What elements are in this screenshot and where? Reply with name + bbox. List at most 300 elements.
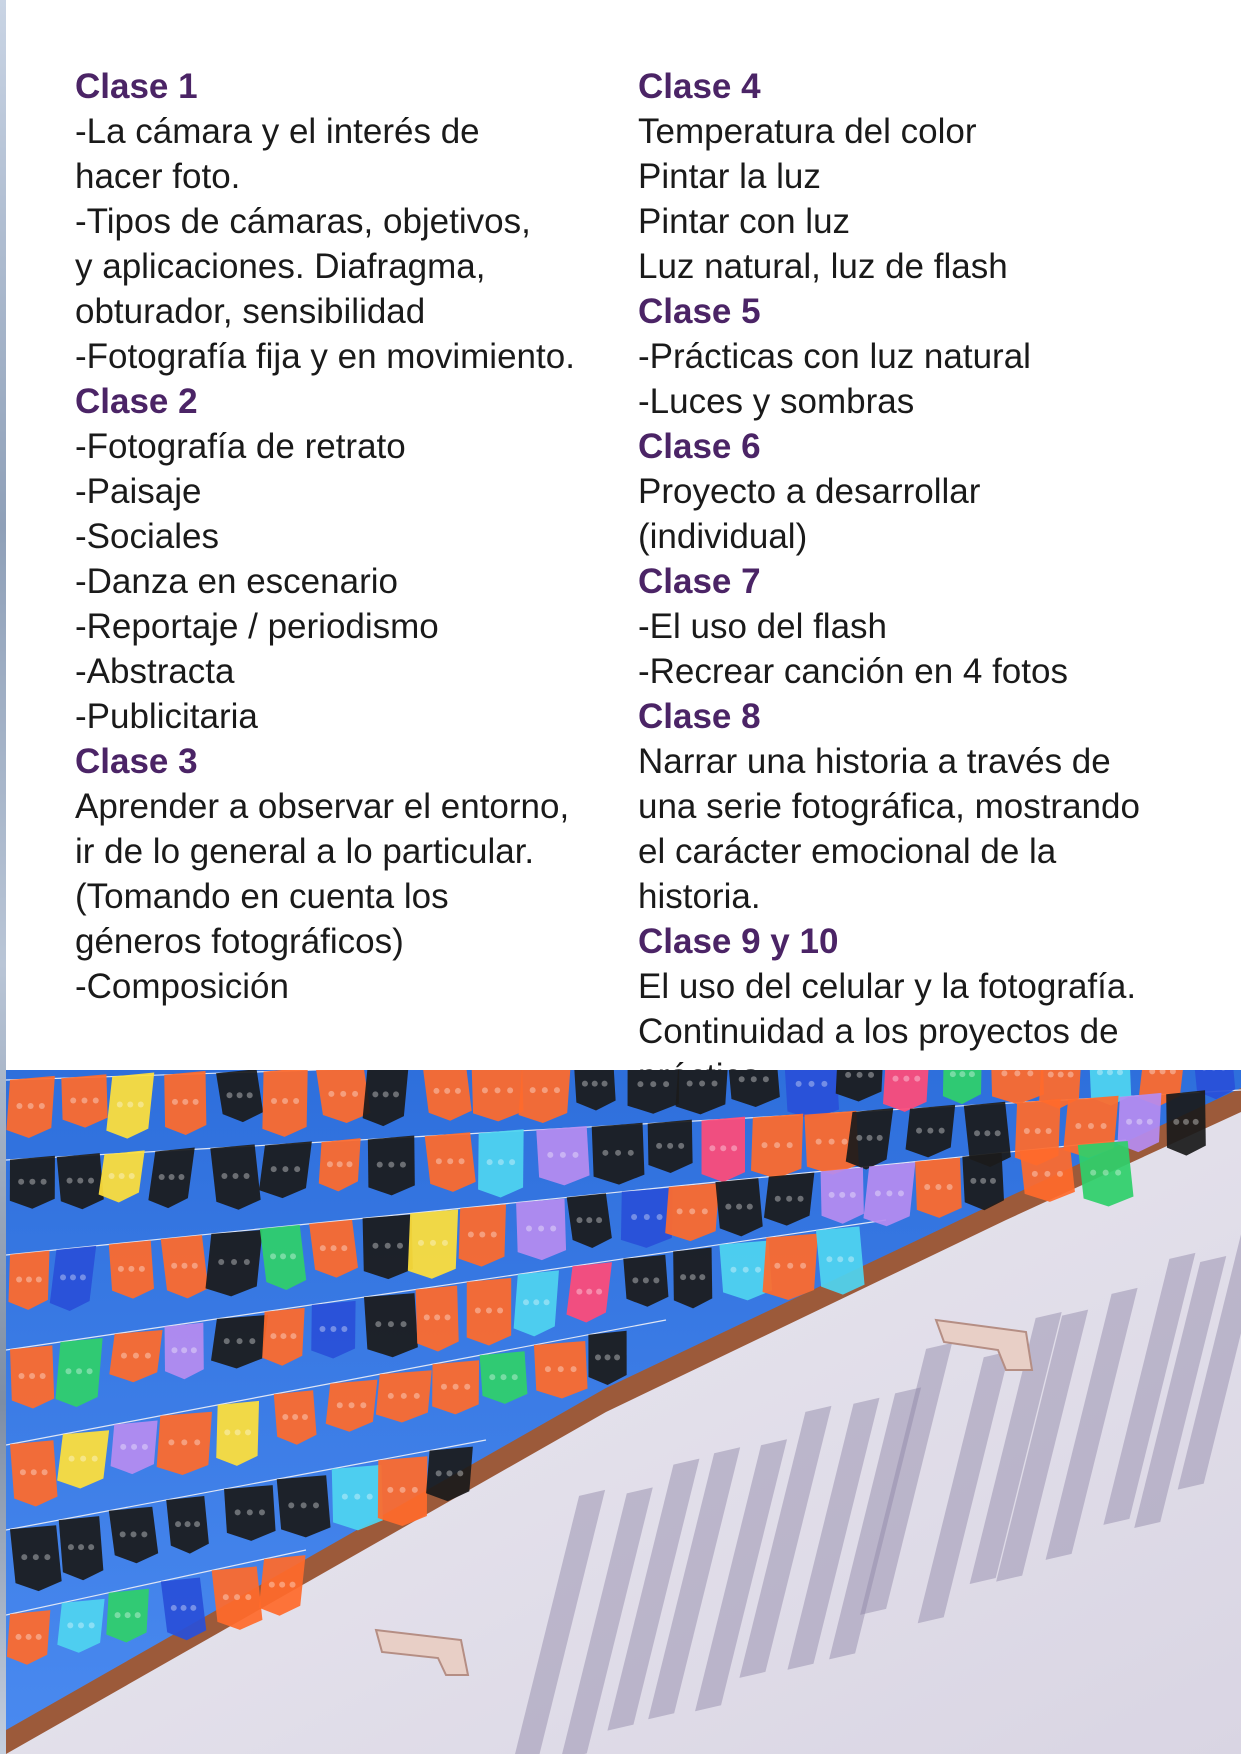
right-text-line: una serie fotográfica, mostrando	[638, 787, 1140, 826]
flag-cutout	[446, 1470, 452, 1476]
flag-cutout	[29, 1373, 35, 1379]
flag-cutout	[430, 1240, 436, 1246]
flag-cutout	[867, 1135, 873, 1141]
flag-cutout	[558, 1366, 564, 1372]
papel-picado-flag	[423, 1070, 472, 1121]
flag-cutout	[893, 1076, 899, 1082]
flag-cutout	[354, 1494, 360, 1500]
flag-cutout	[614, 1354, 620, 1360]
flag-cutout	[20, 1469, 26, 1475]
flag-cutout	[526, 1225, 532, 1231]
flag-cutout	[60, 1274, 66, 1280]
flag-cutout	[69, 1456, 75, 1462]
flag-cutout	[1046, 1128, 1052, 1134]
flag-cutout	[235, 1429, 241, 1435]
flag-cutout	[595, 1354, 601, 1360]
right-class-heading: Clase 6	[638, 427, 761, 466]
flag-cutout	[468, 1232, 474, 1238]
flag-cutout	[131, 1444, 137, 1450]
flag-cutout	[39, 1103, 45, 1109]
flag-cutout	[337, 1161, 343, 1167]
flag-cutout	[372, 1243, 378, 1249]
flag-cutout	[935, 1184, 941, 1190]
flag-cutout	[550, 1225, 556, 1231]
flag-cutout	[76, 1368, 82, 1374]
flag-cutout	[699, 1274, 705, 1280]
flag-cutout	[232, 1173, 238, 1179]
flag-cutout	[194, 1439, 200, 1445]
flag-cutout	[441, 1384, 447, 1390]
flag-cutout	[927, 1128, 933, 1134]
flag-cutout	[168, 1439, 174, 1445]
flag-cutout	[709, 1145, 715, 1151]
flag-cutout	[1014, 1070, 1020, 1076]
flag-cutout	[67, 1622, 73, 1628]
flag-cutout	[80, 1456, 86, 1462]
flag-cutout	[1057, 1171, 1063, 1177]
flag-cutout	[447, 1158, 453, 1164]
flag-cutout	[1126, 1119, 1132, 1125]
flag-cutout	[1048, 1071, 1054, 1077]
flag-cutout	[530, 1087, 536, 1093]
right-text-line: Pintar la luz	[638, 157, 821, 196]
flag-cutout	[131, 1531, 137, 1537]
flag-cutout	[424, 1314, 430, 1320]
flag-cutout	[787, 1142, 793, 1148]
flag-cutout	[667, 1143, 673, 1149]
flag-cutout	[231, 1259, 237, 1265]
right-text-line: Proyecto a desarrollar	[638, 472, 981, 511]
left-text-line: -La cámara y el interés de	[75, 112, 480, 151]
flag-cutout	[26, 1276, 32, 1282]
flag-cutout	[271, 1166, 277, 1172]
flag-cutout	[990, 1178, 996, 1184]
flag-cutout	[969, 1071, 975, 1077]
right-column	[638, 64, 1198, 1099]
flag-cutout	[787, 1263, 793, 1269]
flag-cutout	[372, 1091, 378, 1097]
flag-cutout	[950, 1071, 956, 1077]
flag-cutout	[412, 1487, 418, 1493]
left-text-line: obturador, sensibilidad	[75, 292, 426, 331]
flag-cutout	[725, 1204, 731, 1210]
flag-cutout	[81, 1097, 87, 1103]
right-class-heading: Clase 7	[638, 562, 761, 601]
flag-cutout	[631, 1214, 637, 1220]
flag-cutout	[657, 1214, 663, 1220]
flag-cutout	[135, 1612, 141, 1618]
flag-cutout	[464, 1384, 470, 1390]
flag-cutout	[1183, 1119, 1189, 1125]
flag-cutout	[856, 1135, 862, 1141]
flag-cutout	[501, 1374, 507, 1380]
flag-cutout	[349, 1402, 355, 1408]
flag-cutout	[916, 1128, 922, 1134]
flag-cutout	[786, 1196, 792, 1202]
flag-cutout	[1101, 1123, 1107, 1129]
right-class-heading: Clase 5	[638, 292, 761, 331]
flag-cutout	[141, 1531, 147, 1537]
flag-cutout	[128, 1266, 134, 1272]
left-text-line: -Publicitaria	[75, 697, 258, 736]
right-class-heading: Clase 9 y 10	[638, 922, 839, 961]
flag-cutout	[383, 1091, 389, 1097]
left-text-line: géneros fotográficos)	[75, 922, 404, 961]
flag-cutout	[586, 1217, 592, 1223]
flag-cutout	[342, 1494, 348, 1500]
flag-cutout	[282, 1166, 288, 1172]
flag-cutout	[418, 1240, 424, 1246]
flag-cutout	[442, 1240, 448, 1246]
flag-cutout	[436, 1470, 442, 1476]
flag-cutout	[171, 1263, 177, 1269]
flag-cutout	[839, 1192, 845, 1198]
flag-cutout	[821, 1081, 827, 1087]
flag-cutout	[751, 1076, 757, 1082]
left-class-heading: Clase 2	[75, 382, 198, 421]
left-class-heading: Clase 3	[75, 742, 198, 781]
flag-cutout	[159, 1174, 165, 1180]
flag-cutout	[93, 1097, 99, 1103]
flag-cutout	[375, 1321, 381, 1327]
flag-cutout	[346, 1161, 352, 1167]
flag-cutout	[125, 1612, 131, 1618]
flag-cutout	[120, 1531, 126, 1537]
flag-cutout	[279, 1582, 285, 1588]
flag-cutout	[245, 1594, 251, 1600]
right-text-line: Luz natural, luz de flash	[638, 247, 1008, 286]
flag-cutout	[388, 1393, 394, 1399]
left-text-line: -Sociales	[75, 517, 219, 556]
flag-cutout	[118, 1266, 124, 1272]
flag-cutout	[1075, 1123, 1081, 1129]
flag-cutout	[643, 1277, 649, 1283]
flag-cutout	[352, 1091, 358, 1097]
flag-cutout	[947, 1184, 953, 1190]
flag-cutout	[280, 1333, 286, 1339]
flag-cutout	[290, 1333, 296, 1339]
flag-cutout	[1044, 1171, 1050, 1177]
flag-cutout	[974, 1130, 980, 1136]
flag-cutout	[1115, 1170, 1121, 1176]
flag-cutout	[313, 1502, 319, 1508]
flag-cutout	[129, 1173, 135, 1179]
flag-cutout	[41, 1179, 47, 1185]
flag-cutout	[445, 1314, 451, 1320]
flag-cutout	[1088, 1123, 1094, 1129]
flag-cutout	[747, 1204, 753, 1210]
flag-cutout	[877, 1135, 883, 1141]
flag-cutout	[482, 1087, 488, 1093]
flag-cutout	[755, 1267, 761, 1273]
flag-cutout	[388, 1321, 394, 1327]
flag-cutout	[731, 1145, 737, 1151]
flag-cutout	[182, 1099, 188, 1105]
flag-cutout	[70, 1274, 76, 1280]
flag-cutout	[497, 1308, 503, 1314]
flag-cutout	[596, 1217, 602, 1223]
flag-cutout	[397, 1243, 403, 1249]
flag-cutout	[1024, 1128, 1030, 1134]
papel-picado-photo	[6, 1070, 1241, 1754]
flag-cutout	[89, 1622, 95, 1628]
flag-cutout	[596, 1289, 602, 1295]
flag-cutout	[191, 1347, 197, 1353]
flag-cutout	[133, 1353, 139, 1359]
flag-cutout	[554, 1087, 560, 1093]
flag-cutout	[736, 1204, 742, 1210]
flag-cutout	[730, 1267, 736, 1273]
flag-cutout	[16, 1276, 22, 1282]
left-text-line: -Paisaje	[75, 472, 202, 511]
right-text-line: -Recrear canción en 4 fotos	[638, 652, 1068, 691]
flag-cutout	[848, 1256, 854, 1262]
flag-cutout	[605, 1354, 611, 1360]
left-text-line: y aplicaciones. Diafragma,	[75, 247, 486, 286]
flag-cutout	[360, 1402, 366, 1408]
flag-cutout	[282, 1098, 288, 1104]
flag-cutout	[181, 1439, 187, 1445]
left-text-line: -Fotografía fija y en movimiento.	[75, 337, 575, 376]
flag-cutout	[914, 1076, 920, 1082]
flag-cutout	[699, 1080, 705, 1086]
flag-cutout	[16, 1103, 22, 1109]
flag-cutout	[845, 1072, 851, 1078]
flag-cutout	[259, 1509, 265, 1515]
flag-cutout	[293, 1098, 299, 1104]
flag-cutout	[245, 1429, 251, 1435]
flag-cutout	[393, 1091, 399, 1097]
flag-cutout	[875, 1190, 881, 1196]
flag-cutout	[401, 1393, 407, 1399]
flag-cutout	[330, 1326, 336, 1332]
flag-cutout	[970, 1178, 976, 1184]
flag-cutout	[109, 1173, 115, 1179]
left-text-line: hacer foto.	[75, 157, 241, 196]
flag-cutout	[218, 1259, 224, 1265]
flag-cutout	[538, 1225, 544, 1231]
flag-cutout	[1068, 1071, 1074, 1077]
flag-cutout	[1136, 1119, 1142, 1125]
flag-cutout	[800, 1263, 806, 1269]
left-text-line: -Fotografía de retrato	[75, 427, 406, 466]
flag-cutout	[193, 1099, 199, 1105]
flag-cutout	[903, 1076, 909, 1082]
flag-cutout	[319, 1326, 325, 1332]
flag-cutout	[33, 1554, 39, 1560]
left-text-line: (Tomando en cuenta los	[75, 877, 449, 916]
right-class-heading: Clase 8	[638, 697, 761, 736]
flag-cutout	[192, 1263, 198, 1269]
flag-cutout	[650, 1081, 656, 1087]
flag-cutout	[292, 1414, 298, 1420]
flag-cutout	[301, 1502, 307, 1508]
flag-cutout	[680, 1274, 686, 1280]
flag-cutout	[544, 1299, 550, 1305]
flag-cutout	[837, 1256, 843, 1262]
flag-cutout	[491, 1232, 497, 1238]
flag-cutout	[249, 1338, 255, 1344]
flag-cutout	[796, 1081, 802, 1087]
flag-cutout	[509, 1159, 515, 1165]
left-text-line: -Abstracta	[75, 652, 235, 691]
flag-cutout	[290, 1253, 296, 1259]
flag-cutout	[637, 1081, 643, 1087]
flag-cutout	[221, 1173, 227, 1179]
flag-cutout	[280, 1253, 286, 1259]
flag-cutout	[400, 1162, 406, 1168]
flag-cutout	[434, 1314, 440, 1320]
flag-cutout	[36, 1634, 42, 1640]
left-text-line: -Danza en escenario	[75, 562, 398, 601]
left-class-heading: Clase 1	[75, 67, 198, 106]
flag-cutout	[1001, 1070, 1007, 1076]
flag-cutout	[980, 1178, 986, 1184]
flag-cutout	[31, 1469, 37, 1475]
flag-cutout	[65, 1368, 71, 1374]
flag-cutout	[270, 1333, 276, 1339]
flag-cutout	[1193, 1119, 1199, 1125]
flag-cutout	[475, 1308, 481, 1314]
flag-cutout	[602, 1150, 608, 1156]
flag-cutout	[775, 1196, 781, 1202]
left-column	[75, 64, 635, 1009]
flag-cutout	[337, 1402, 343, 1408]
flag-cutout	[1032, 1171, 1038, 1177]
flag-cutout	[234, 1594, 240, 1600]
flag-cutout	[172, 1099, 178, 1105]
flag-cutout	[331, 1245, 337, 1251]
flag-cutout	[455, 1088, 461, 1094]
flag-cutout	[115, 1612, 121, 1618]
left-text-line: Aprender a observar el entorno,	[75, 787, 570, 826]
papel-picado-flag	[472, 1070, 524, 1121]
right-text-line: -Luces y sombras	[638, 382, 915, 421]
flag-cutout	[18, 1179, 24, 1185]
flag-cutout	[628, 1150, 634, 1156]
right-text-line: El uso del celular y la fotografía.	[638, 967, 1137, 1006]
flag-cutout	[224, 1429, 230, 1435]
flag-cutout	[720, 1145, 726, 1151]
flag-cutout	[340, 1091, 346, 1097]
flag-cutout	[87, 1368, 93, 1374]
right-text-line: Narrar una historia a través de	[638, 742, 1111, 781]
flag-cutout	[288, 1502, 294, 1508]
flag-cutout	[127, 1101, 133, 1107]
left-text-line: -Reportaje / periodismo	[75, 607, 439, 646]
flag-cutout	[433, 1088, 439, 1094]
flag-cutout	[302, 1414, 308, 1420]
flag-cutout	[457, 1470, 463, 1476]
flag-cutout	[36, 1276, 42, 1282]
flag-cutout	[959, 1071, 965, 1077]
flag-cutout	[78, 1622, 84, 1628]
flag-cutout	[1035, 1128, 1041, 1134]
flag-cutout	[1147, 1119, 1153, 1125]
flag-cutout	[898, 1190, 904, 1196]
flag-cutout	[271, 1098, 277, 1104]
flag-cutout	[1027, 1070, 1033, 1076]
flag-cutout	[67, 1178, 73, 1184]
flag-cutout	[774, 1142, 780, 1148]
flag-cutout	[88, 1544, 94, 1550]
flag-cutout	[816, 1139, 822, 1145]
flag-cutout	[677, 1208, 683, 1214]
flag-cutout	[121, 1353, 127, 1359]
right-text-line: -Prácticas con luz natural	[638, 337, 1031, 376]
flag-cutout	[294, 1166, 300, 1172]
flag-cutout	[142, 1444, 148, 1450]
flag-cutout	[1090, 1170, 1096, 1176]
flag-cutout	[663, 1081, 669, 1087]
flag-cutout	[282, 1414, 288, 1420]
right-text-line: -El uso del flash	[638, 607, 888, 646]
flag-cutout	[479, 1232, 485, 1238]
left-text-line: -Composición	[75, 967, 289, 1006]
flag-cutout	[1173, 1119, 1179, 1125]
flag-cutout	[77, 1178, 83, 1184]
flag-cutout	[44, 1554, 50, 1560]
flag-cutout	[582, 1081, 588, 1087]
flag-cutout	[712, 1080, 718, 1086]
flag-cutout	[244, 1173, 250, 1179]
flag-cutout	[237, 1092, 243, 1098]
flag-cutout	[762, 1142, 768, 1148]
flag-cutout	[169, 1174, 175, 1180]
flag-cutout	[247, 1509, 253, 1515]
flag-cutout	[576, 1289, 582, 1295]
flag-cutout	[367, 1494, 373, 1500]
flag-cutout	[40, 1373, 46, 1379]
flag-cutout	[328, 1091, 334, 1097]
flag-cutout	[92, 1456, 98, 1462]
flag-cutout	[42, 1469, 48, 1475]
flag-cutout	[21, 1554, 27, 1560]
flag-cutout	[385, 1243, 391, 1249]
flag-cutout	[436, 1158, 442, 1164]
flag-cutout	[995, 1130, 1001, 1136]
flag-cutout	[774, 1263, 780, 1269]
flag-cutout	[743, 1267, 749, 1273]
flag-cutout	[545, 1366, 551, 1372]
flag-cutout	[28, 1103, 34, 1109]
right-text-line: (individual)	[638, 517, 808, 556]
flag-cutout	[175, 1521, 181, 1527]
flag-cutout	[171, 1605, 177, 1611]
flag-cutout	[592, 1081, 598, 1087]
flag-cutout	[547, 1152, 553, 1158]
flag-cutout	[68, 1544, 74, 1550]
flag-cutout	[572, 1152, 578, 1158]
flag-cutout	[829, 1192, 835, 1198]
right-class-heading: Clase 4	[638, 67, 761, 106]
flag-cutout	[868, 1072, 874, 1078]
flag-cutout	[70, 1097, 76, 1103]
flag-cutout	[809, 1081, 815, 1087]
flag-cutout	[687, 1080, 693, 1086]
flag-cutout	[190, 1605, 196, 1611]
flag-cutout	[171, 1347, 177, 1353]
flag-cutout	[414, 1393, 420, 1399]
flag-cutout	[80, 1274, 86, 1280]
flag-cutout	[656, 1143, 662, 1149]
flag-cutout	[632, 1277, 638, 1283]
flag-cutout	[237, 1338, 243, 1344]
flag-cutout	[842, 1139, 848, 1145]
flag-cutout	[498, 1159, 504, 1165]
flag-cutout	[542, 1087, 548, 1093]
left-text-line: -Tipos de cámaras, objetivos,	[75, 202, 531, 241]
